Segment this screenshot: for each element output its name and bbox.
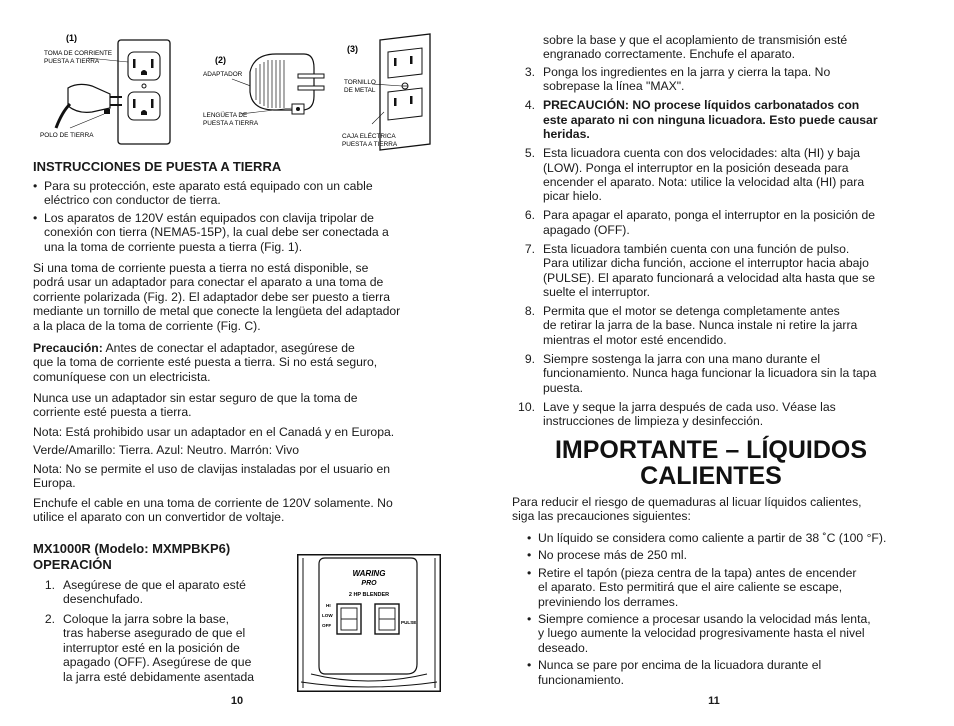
figure-3-grounded-box — [342, 34, 430, 150]
step-number: 6. — [524, 208, 535, 223]
step-number: 8. — [524, 304, 535, 319]
text-line: mediante un tornillo de metal que conecte la lengüeta del adaptador — [33, 304, 401, 319]
step-text — [543, 65, 830, 93]
svg-text:POLO DE TIERRA: POLO DE TIERRA — [40, 132, 94, 139]
svg-text:PUESTA A TIERRA: PUESTA A TIERRA — [44, 58, 100, 65]
step-number: 10. — [518, 399, 535, 414]
text-line: Los aparatos de 120V están equipados con clavija tripolar de — [44, 210, 374, 225]
page-number-right: 11 — [708, 695, 720, 707]
operation-step-9 — [513, 352, 943, 395]
text-line: a la placa de la toma de corriente (Fig. C). — [33, 318, 261, 333]
operation-title: OPERACIÓN — [33, 557, 112, 572]
text-line: Esta licuadora cuenta con dos velocidades: alta (HI) y baja — [543, 146, 861, 161]
text-line: deseado. — [538, 640, 589, 655]
bullet-item — [527, 548, 937, 562]
figure-3-label: (3) — [347, 44, 358, 54]
text-line: instrucciones de limpieza y desinfección. — [543, 414, 764, 429]
text-line: Permita que el motor se detenga completamente antes — [543, 304, 840, 319]
step-text — [543, 400, 836, 428]
text-line: Un líquido se considera como caliente a partir de 38 ˚C (100 °F). — [538, 531, 887, 545]
never-adapter-paragraph — [33, 391, 453, 420]
step-text — [543, 98, 878, 141]
step-number: 2. — [44, 612, 55, 626]
text-line: Lave y seque la jarra después de cada uso. Véase las — [543, 399, 836, 414]
figure-1-grounded-outlet — [40, 33, 170, 144]
model-heading: MX1000R (Modelo: MXMPBKP6) — [33, 541, 231, 556]
adapter-paragraph — [33, 261, 453, 333]
text-line: sobre la base y que el acoplamiento de transmisión esté — [543, 33, 848, 47]
caution-label: Precaución: — [33, 341, 103, 355]
panel-hi-label: HI — [326, 603, 331, 608]
important-hot-liquids-title — [507, 437, 915, 489]
text-line: Para apagar el aparato, ponga el interruptor en la posición de — [543, 208, 875, 223]
figure-2-label: (2) — [215, 55, 226, 65]
text-line: Enchufe el cable en una toma de corriente de 120V solamente. No — [33, 496, 393, 510]
text-line: el aparato. Esto permitirá que el aire caliente se escape, — [538, 580, 843, 595]
operation-step-7 — [513, 242, 943, 300]
svg-text:CAJA ELÉCTRICA: CAJA ELÉCTRICA — [342, 133, 396, 140]
step-number: 5. — [524, 146, 535, 161]
panel-model: 2 HP BLENDER — [348, 592, 390, 598]
text-line: Europa. — [33, 476, 76, 491]
step-number: 9. — [524, 351, 535, 366]
panel-brand: WARING — [352, 569, 386, 578]
text-line: podrá usar un adaptador para conectar el aparato a una toma de — [33, 275, 384, 290]
text-line: Para utilizar dicha función, accione el interruptor hacia abajo — [543, 256, 869, 271]
text-line: mientras el motor esté encendido. — [543, 332, 727, 347]
text-line: comuníquese con un electricista. — [33, 369, 211, 384]
svg-text:TOMA DE CORRIENTE: TOMA DE CORRIENTE — [44, 50, 113, 57]
step-text — [543, 352, 876, 395]
text-line: encender el aparato. Nota: utilice la velocidad alta (HI) para — [543, 175, 865, 190]
text-line: picar hielo. — [543, 189, 602, 204]
text-line: sobrepase la línea "MAX". — [543, 79, 685, 94]
text-line: No procese más de 250 ml. — [538, 548, 688, 563]
text-line: eléctrico con conductor de tierra. — [44, 193, 221, 208]
text-line: Antes de conectar el adaptador, asegúrese de — [102, 341, 355, 355]
bullet-item — [527, 658, 937, 687]
text-line: Para su protección, este aparato está equipado con un cable — [44, 179, 373, 193]
step-number: 1. — [44, 578, 55, 592]
step-text — [543, 242, 875, 299]
step-2-continued — [543, 33, 943, 62]
text-line: Si una toma de corriente puesta a tierra no está disponible, se — [33, 261, 369, 275]
note-user-plugs — [33, 462, 453, 491]
text-line: Nunca use un adaptador sin estar seguro de que la toma de — [33, 391, 358, 405]
text-line: y luego aumente la velocidad progresivamente hasta el nivel — [538, 626, 865, 641]
caution-paragraph — [33, 341, 453, 384]
plug-120v-paragraph — [33, 496, 453, 525]
step-text — [543, 304, 857, 347]
text-line: heridas. — [543, 127, 590, 142]
text-line: puesta. — [543, 380, 583, 395]
note-canada-europe: Nota: Está prohibido usar un adaptador en el Canadá y en Europa. — [33, 425, 395, 439]
step-text — [543, 146, 864, 203]
svg-text:TORNILLO: TORNILLO — [344, 79, 376, 86]
operation-steps-list — [513, 65, 943, 433]
step-text: Coloque la jarra sobre la base, tras haberse asegurado de que el interruptor esté en la posición de apagado (OFF). Asegúrese de que la jarra esté debidamente asentada — [63, 612, 255, 684]
text-line: Para reducir el riesgo de quemaduras al licuar líquidos calientes, — [512, 495, 862, 509]
text-line: (LOW). Ponga el interruptor en la posición deseada para — [543, 160, 849, 175]
step-number: 3. — [524, 65, 535, 79]
text-line: siga las precauciones siguientes: — [512, 509, 691, 524]
svg-text:PUESTA A TIERRA: PUESTA A TIERRA — [203, 120, 259, 127]
text-line: funcionamiento. Nunca haga funcionar la licuadora sin la tapa — [543, 366, 877, 381]
text-line: de retirar la jarra de la base. Nunca instale ni retire la jarra — [543, 318, 858, 333]
operation-step-3 — [513, 65, 943, 94]
text-line: Siempre comience a procesar usando la velocidad más lenta, — [538, 612, 871, 627]
text-line: PRECAUCIÓN: NO procese líquidos carbonatados con — [543, 98, 860, 113]
step-text: Asegúrese de que el aparato esté desenchufado. — [63, 578, 246, 607]
operation-heading — [33, 541, 230, 573]
text-line: Retire el tapón (pieza centra de la tapa) antes de encender — [538, 565, 857, 580]
page-number-left: 10 — [230, 695, 244, 707]
step-number: 4. — [524, 98, 535, 113]
text-line: previniendo los derrames. — [538, 594, 679, 609]
panel-brand-sub: PRO — [361, 580, 377, 587]
figure-1-label: (1) — [66, 33, 77, 43]
text-line: Nota: No se permite el uso de clavijas instaladas por el usuario en — [33, 462, 391, 476]
text-line: una la toma de corriente puesta a tierra (Fig. 1). — [44, 239, 303, 254]
text-line: Nunca se pare por encima de la licuadora durante el — [538, 658, 822, 673]
blender-control-panel-illustration — [297, 554, 441, 692]
grounding-bullets — [33, 179, 453, 259]
wire-colors: Verde/Amarillo: Tierra. Azul: Neutro. Marrón: Vivo — [33, 443, 299, 457]
step-number: 7. — [524, 241, 535, 256]
operation-step-4 — [513, 98, 943, 141]
hot-liquids-intro — [512, 495, 932, 524]
panel-pulse-label: PULSE — [401, 620, 417, 625]
title-line: IMPORTANTE – LÍQUIDOS — [554, 436, 868, 464]
bullet-item — [527, 531, 937, 545]
svg-text:LENGÜETA DE: LENGÜETA DE — [203, 112, 248, 119]
svg-text:ADAPTADOR: ADAPTADOR — [203, 71, 243, 78]
svg-text:DE METAL: DE METAL — [344, 87, 376, 94]
operation-step-6 — [513, 208, 943, 237]
panel-low-label: LOW — [322, 613, 333, 618]
hot-liquids-bullets — [527, 531, 937, 690]
operation-step-10 — [513, 400, 943, 429]
text-line: engranado correctamente. Enchufe el aparato. — [543, 47, 796, 62]
step-text — [543, 208, 875, 236]
grounding-heading: INSTRUCCIONES DE PUESTA A TIERRA — [33, 159, 282, 174]
text-line: apagado (OFF). — [543, 222, 630, 237]
text-line: (PULSE). El aparato funcionará a velocidad alta hasta que se — [543, 270, 875, 285]
operation-step-1 — [33, 578, 283, 608]
text-line: utilice el aparato con un convertidor de voltaje. — [33, 510, 285, 525]
text-line: suelte el interruptor. — [543, 285, 651, 300]
text-line: que la toma de corriente esté puesta a tierra. Si no está seguro, — [33, 355, 378, 370]
text-line: Esta licuadora también cuenta con una función de pulso. — [543, 241, 850, 256]
panel-off-label: OFF — [322, 623, 332, 628]
title-line: CALIENTES — [640, 462, 782, 490]
text-line: Ponga los ingredientes en la jarra y cierra la tapa. No — [543, 65, 831, 79]
operation-step-2 — [33, 612, 283, 692]
bullet-item — [33, 211, 453, 254]
text-line: funcionamiento. — [538, 672, 625, 687]
text-line: este aparato ni con ninguna licuadora. Esto puede causar — [543, 112, 878, 127]
text-line: corriente esté puesta a tierra. — [33, 405, 192, 420]
text-line: corriente polarizada (Fig. 2). El adaptador debe ser puesto a tierra — [33, 289, 391, 304]
bullet-item — [527, 566, 937, 609]
grounding-figures — [0, 0, 477, 160]
svg-text:PUESTA A TIERRA: PUESTA A TIERRA — [342, 141, 398, 148]
bullet-item — [33, 179, 453, 208]
text-line: conexión con tierra (NEMA5-15P), la cual debe ser conectada a — [44, 225, 389, 240]
operation-step-8 — [513, 304, 943, 347]
text-line: Siempre sostenga la jarra con una mano durante el — [543, 351, 821, 366]
bullet-item — [527, 612, 937, 655]
operation-step-5 — [513, 146, 943, 204]
figure-2-adapter — [203, 54, 324, 127]
page-right — [477, 0, 954, 726]
